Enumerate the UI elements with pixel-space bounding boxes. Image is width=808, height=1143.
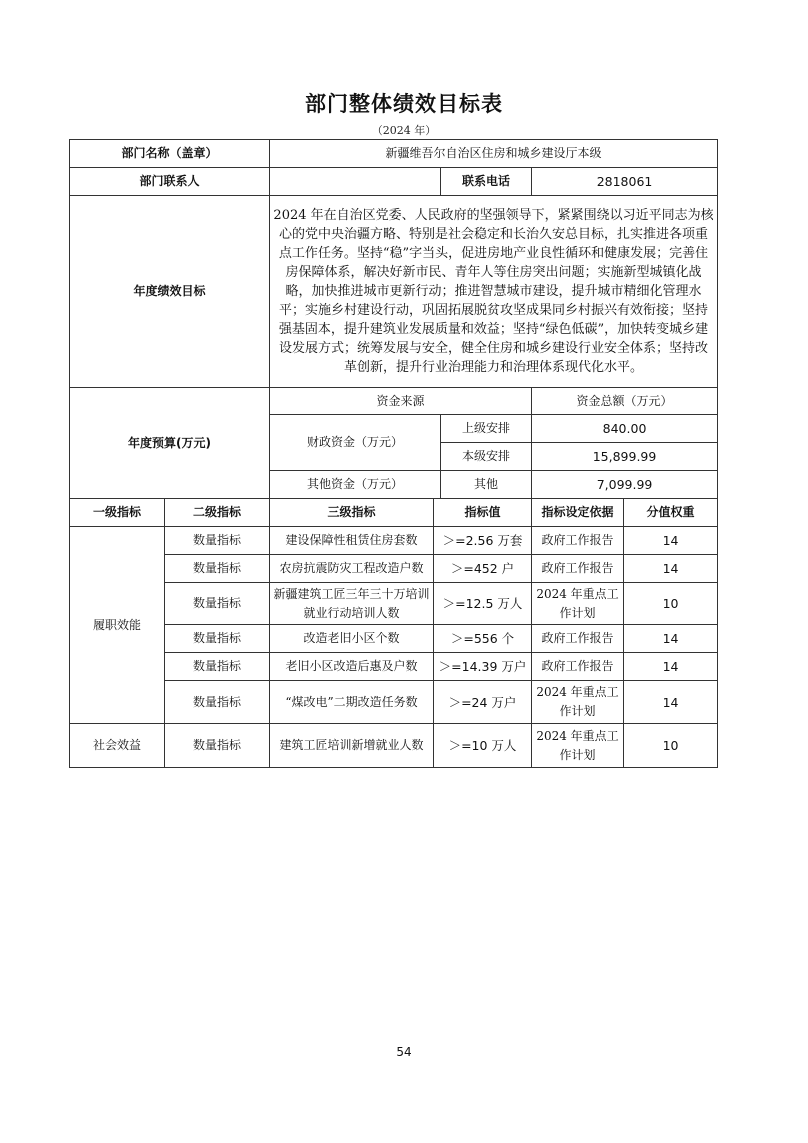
- indicator-weight: 10: [624, 583, 718, 625]
- indicator-basis: 政府工作报告: [532, 625, 624, 653]
- indicator-weight: 14: [624, 555, 718, 583]
- indicator-weight: 14: [624, 625, 718, 653]
- performance-target-table: [69, 139, 718, 768]
- dept-contact-row: [70, 168, 718, 196]
- fund-source-header: 资金来源: [270, 388, 532, 415]
- col-header-level2: 二级指标: [165, 499, 270, 527]
- indicator-value: ＞=556 个: [434, 625, 532, 653]
- level1-indicator: 社会效益: [70, 724, 165, 768]
- dept-name-value: 新疆维吾尔自治区住房和城乡建设厅本级: [270, 140, 718, 168]
- indicator-weight: 14: [624, 653, 718, 681]
- indicator-basis: 2024 年重点工作计划: [532, 583, 624, 625]
- indicator-value: ＞=10 万人: [434, 724, 532, 768]
- level3-indicator: 农房抗震防灾工程改造户数: [270, 555, 434, 583]
- indicator-basis: 政府工作报告: [532, 527, 624, 555]
- level2-indicator: 数量指标: [165, 653, 270, 681]
- indicator-basis: 政府工作报告: [532, 653, 624, 681]
- level2-indicator: 数量指标: [165, 555, 270, 583]
- other-fund-label: 其他资金（万元）: [270, 471, 441, 499]
- indicator-value: ＞=2.56 万套: [434, 527, 532, 555]
- level2-indicator: 数量指标: [165, 681, 270, 724]
- indicator-value: ＞=14.39 万户: [434, 653, 532, 681]
- budget-sub-label: 其他: [441, 471, 532, 499]
- page-number: 54: [396, 1045, 412, 1059]
- level3-indicator: 建设保障性租赁住房套数: [270, 527, 434, 555]
- budget-amount: 7,099.99: [532, 471, 718, 499]
- dept-contact-value: [270, 168, 441, 196]
- budget-sub-label: 本级安排: [441, 443, 532, 471]
- indicator-row: [70, 527, 718, 555]
- annual-target-text: 2024 年在自治区党委、人民政府的坚强领导下，紧紧围绕以习近平同志为核心的党中央治疆方略、特别是社会稳定和长治久安总目标，扎实推进各项重点工作任务。坚持“稳”字当头，促进房地产业良性循环和健康发展；完善住房保障体系，解决好新市民、青年人等住房突出问题；实施新型城镇化战略，加快推进城市更新行动；推进智慧城市建设，提升城市精细化管理水平；实施乡村建设行动，巩固拓展脱贫攻坚成果同乡村振兴有效衔接；坚持强基固本，提升建筑业发展质量和效益；坚持“绿色低碳”，加快转变城乡建设发展方式；统筹发展与安全，健全住房和城乡建设行业安全体系；坚持改革创新，提升行业治理能力和治理体系现代化水平。: [270, 196, 718, 388]
- indicator-weight: 10: [624, 724, 718, 768]
- indicator-row: [70, 724, 718, 768]
- level2-indicator: 数量指标: [165, 583, 270, 625]
- budget-amount: 840.00: [532, 415, 718, 443]
- budget-sub-label: 上级安排: [441, 415, 532, 443]
- dept-name-row: [70, 140, 718, 168]
- annual-target-row: [70, 196, 718, 388]
- indicator-row: [70, 583, 718, 625]
- budget-label: 年度预算(万元): [70, 388, 270, 499]
- page-title: 部门整体绩效目标表: [305, 92, 503, 116]
- indicator-row: [70, 625, 718, 653]
- level3-indicator: 建筑工匠培训新增就业人数: [270, 724, 434, 768]
- fiscal-fund-label: 财政资金（万元）: [270, 415, 441, 471]
- level3-indicator: 新疆建筑工匠三年三十万培训就业行动培训人数: [270, 583, 434, 625]
- dept-contact-label: 部门联系人: [70, 168, 270, 196]
- indicator-basis: 2024 年重点工作计划: [532, 724, 624, 768]
- level3-indicator: “煤改电”二期改造任务数: [270, 681, 434, 724]
- level2-indicator: 数量指标: [165, 724, 270, 768]
- indicator-row: [70, 555, 718, 583]
- indicator-value: ＞=12.5 万人: [434, 583, 532, 625]
- col-header-weight: 分值权重: [624, 499, 718, 527]
- level3-indicator: 老旧小区改造后惠及户数: [270, 653, 434, 681]
- indicator-header-row: [70, 499, 718, 527]
- level2-indicator: 数量指标: [165, 527, 270, 555]
- budget-header-row: [70, 388, 718, 415]
- indicator-value: ＞=452 户: [434, 555, 532, 583]
- col-header-level1: 一级指标: [70, 499, 165, 527]
- budget-amount: 15,899.99: [532, 443, 718, 471]
- level2-indicator: 数量指标: [165, 625, 270, 653]
- level3-indicator: 改造老旧小区个数: [270, 625, 434, 653]
- indicator-row: [70, 681, 718, 724]
- col-header-level3: 三级指标: [270, 499, 434, 527]
- level1-indicator: 履职效能: [70, 527, 165, 724]
- indicator-weight: 14: [624, 681, 718, 724]
- indicator-weight: 14: [624, 527, 718, 555]
- year-note: （2024 年）: [371, 124, 437, 137]
- indicator-basis: 2024 年重点工作计划: [532, 681, 624, 724]
- indicator-value: ＞=24 万户: [434, 681, 532, 724]
- fund-total-header: 资金总额（万元）: [532, 388, 718, 415]
- dept-name-label: 部门名称（盖章）: [70, 140, 270, 168]
- phone-label: 联系电话: [441, 168, 532, 196]
- annual-target-label: 年度绩效目标: [70, 196, 270, 388]
- indicator-row: [70, 653, 718, 681]
- col-header-basis: 指标设定依据: [532, 499, 624, 527]
- col-header-value: 指标值: [434, 499, 532, 527]
- indicator-basis: 政府工作报告: [532, 555, 624, 583]
- phone-value: 2818061: [532, 168, 718, 196]
